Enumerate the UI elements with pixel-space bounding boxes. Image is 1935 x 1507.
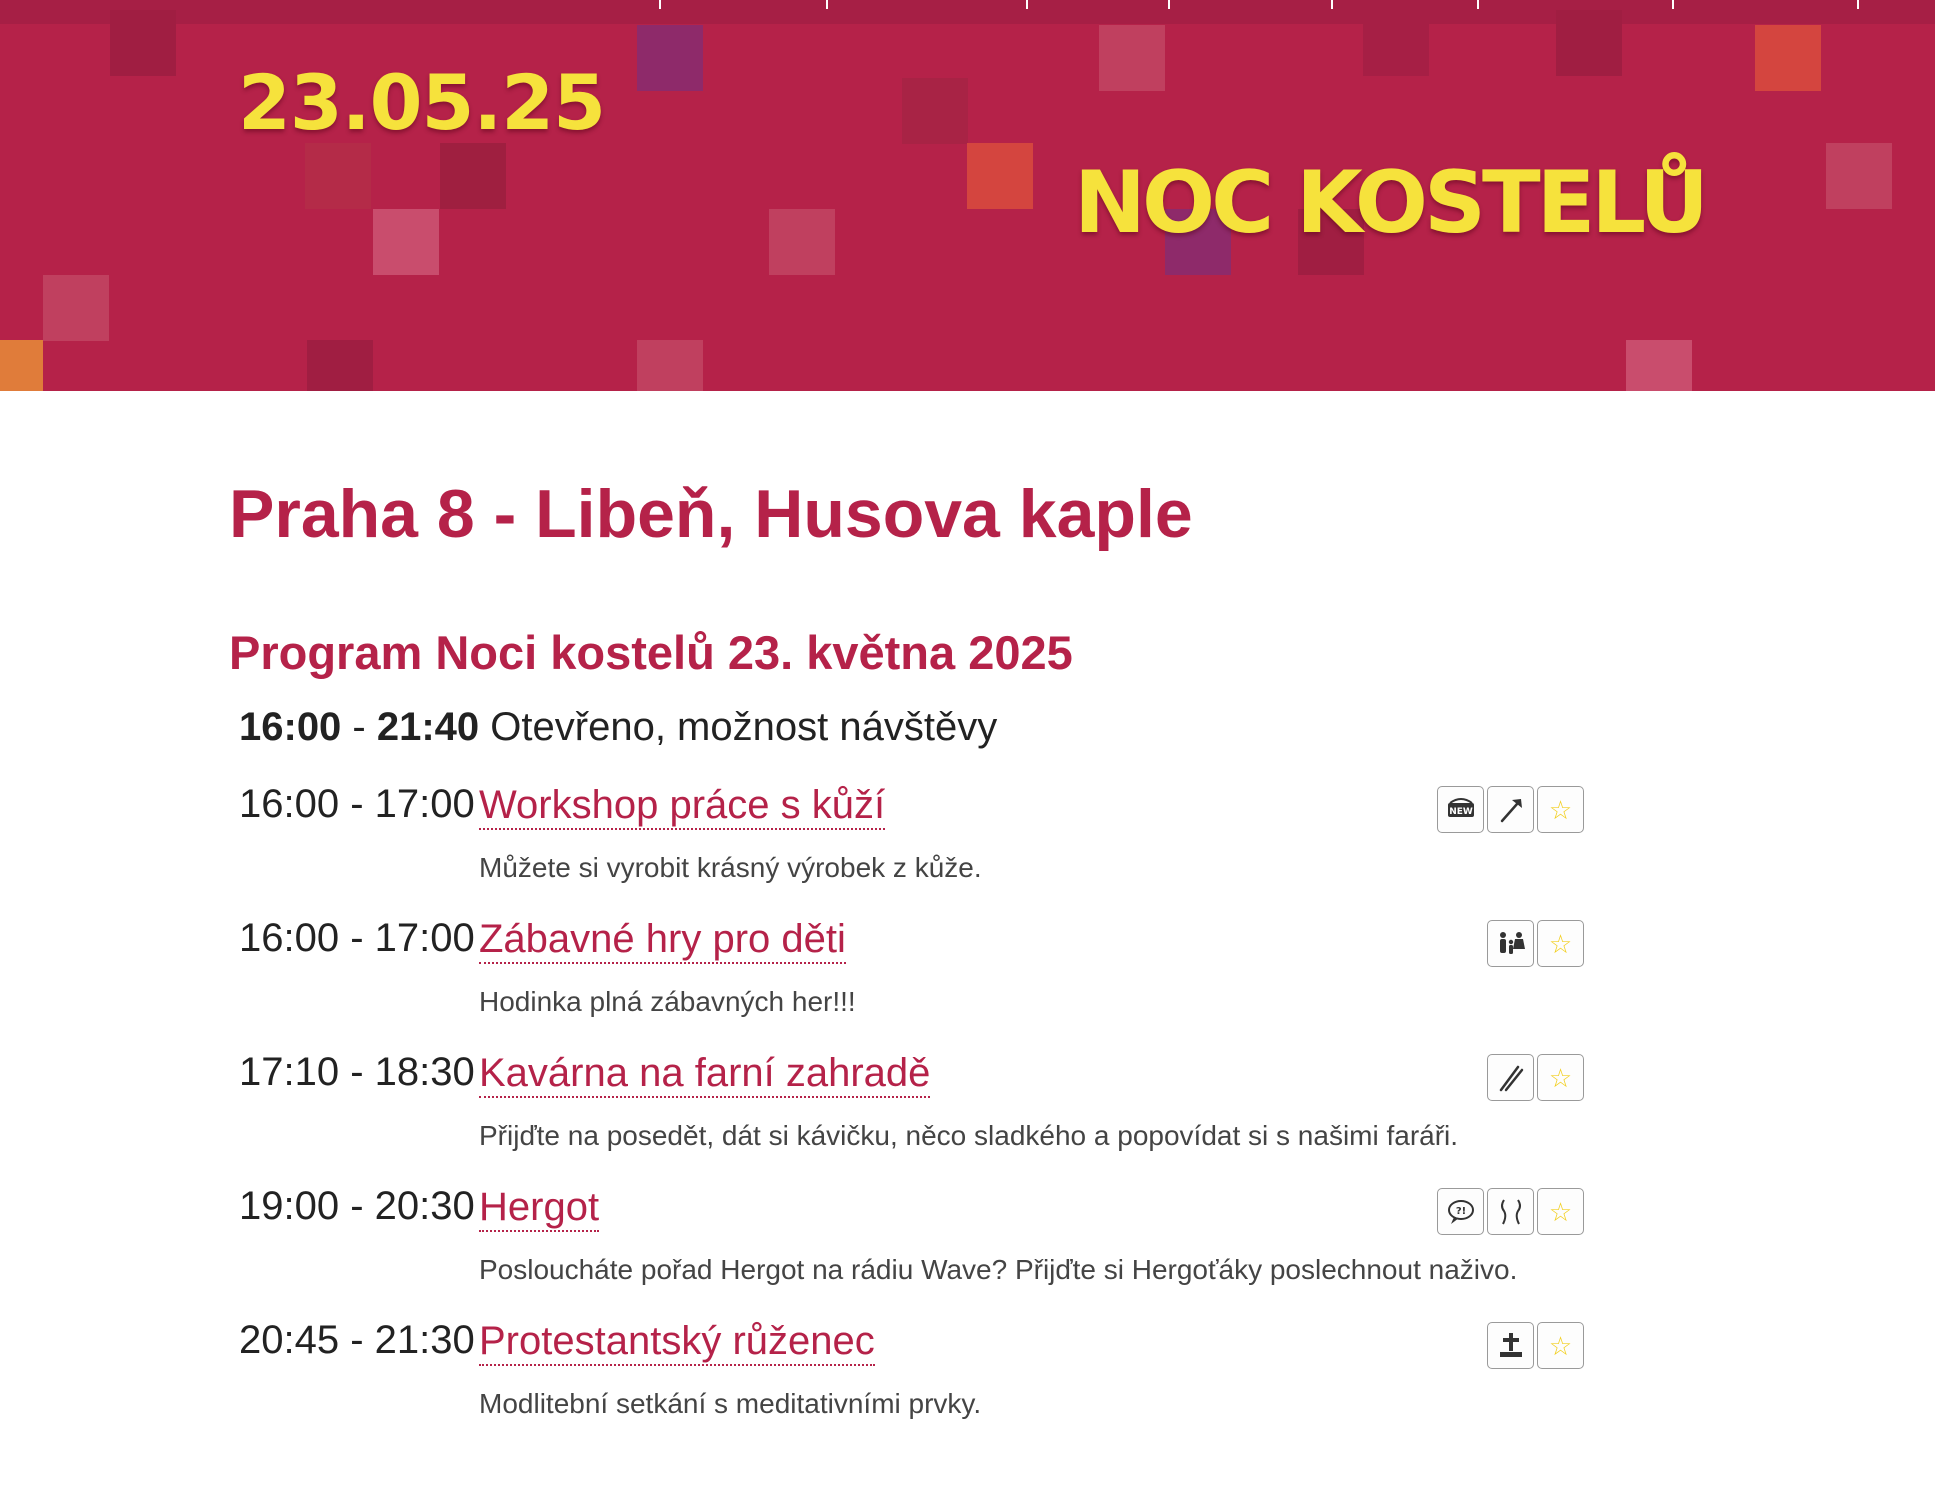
- star-icon[interactable]: ☆: [1537, 786, 1584, 833]
- banner-decoration-square: [373, 209, 439, 275]
- event-time: 19:00 - 20:30: [239, 1184, 475, 1228]
- event-item: [239, 782, 1584, 902]
- banner-decoration-square: [1826, 143, 1892, 209]
- event-icons: [1487, 1322, 1584, 1369]
- star-icon[interactable]: ☆: [1537, 1054, 1584, 1101]
- main-content: [0, 391, 1935, 1507]
- event-title-link[interactable]: Protestantský růženec: [479, 1318, 875, 1366]
- dialogue-icon: [1487, 1188, 1534, 1235]
- event-item: [239, 1050, 1584, 1170]
- event-description: Posloucháte pořad Hergot na rádiu Wave? Přijďte si Hergoťáky poslechnout naživo.: [479, 1254, 1518, 1285]
- banner-decoration-square: [902, 78, 968, 144]
- banner-decoration-square: [1363, 10, 1429, 76]
- nav-divider: [1168, 0, 1170, 9]
- banner-decoration-square: [110, 10, 176, 76]
- event-icons: [1487, 920, 1584, 967]
- nav-divider: [1672, 0, 1674, 9]
- event-item: [239, 1184, 1584, 1304]
- banner-decoration-square: [307, 340, 373, 391]
- event-icons: [1487, 1054, 1584, 1101]
- event-description: Můžete si vyrobit krásný výrobek z kůže.: [479, 852, 982, 883]
- opening-end: 21:40: [376, 705, 480, 749]
- event-brand-logo: NOC KOSTELŮ: [1074, 153, 1705, 253]
- cutlery-icon: [1487, 1054, 1534, 1101]
- speech-bubble-icon: [1437, 1188, 1484, 1235]
- event-description: Modlitební setkání s meditativními prvky.: [479, 1388, 982, 1419]
- event-title-link[interactable]: Workshop práce s kůží: [479, 782, 885, 830]
- nav-divider: [1857, 0, 1859, 9]
- event-item: [239, 1318, 1584, 1438]
- nav-divider: [1331, 0, 1333, 9]
- event-title-link[interactable]: Hergot: [479, 1184, 599, 1232]
- banner: [0, 0, 1935, 391]
- event-title-link[interactable]: Zábavné hry pro děti: [479, 916, 846, 964]
- banner-decoration-square: [0, 340, 43, 391]
- event-time: 16:00 - 17:00: [239, 916, 475, 960]
- banner-decoration-square: [1626, 340, 1692, 391]
- banner-decoration-square: [637, 25, 703, 91]
- event-item: [239, 916, 1584, 1036]
- banner-decoration-square: [769, 209, 835, 275]
- svg-text:?!: ?!: [1455, 1205, 1466, 1217]
- star-icon[interactable]: ☆: [1537, 920, 1584, 967]
- event-time: 16:00 - 17:00: [239, 782, 475, 826]
- page-title: Praha 8 - Libeň, Husova kaple: [229, 476, 1193, 552]
- family-icon: [1487, 920, 1534, 967]
- top-navigation-strip: [0, 0, 1935, 24]
- star-icon[interactable]: ☆: [1537, 1188, 1584, 1235]
- nav-divider: [1026, 0, 1028, 9]
- program-heading: Program Noci kostelů 23. května 2025: [229, 626, 1073, 679]
- event-time: 17:10 - 18:30: [239, 1050, 475, 1094]
- opening-label: Otevřeno, možnost návštěvy: [490, 705, 998, 749]
- opening-start: 16:00: [239, 705, 342, 749]
- event-date: 23.05.25: [238, 58, 606, 147]
- star-icon[interactable]: ☆: [1537, 1322, 1584, 1369]
- banner-decoration-square: [1099, 25, 1165, 91]
- hammer-icon: [1487, 786, 1534, 833]
- event-title-link[interactable]: Kavárna na farní zahradě: [479, 1050, 930, 1098]
- nav-divider: [1477, 0, 1479, 9]
- opening-hours: 16:00 - 21:40 Otevřeno, možnost návštěvy: [239, 705, 998, 749]
- banner-decoration-square: [1755, 25, 1821, 91]
- prayer-cross-icon: [1487, 1322, 1534, 1369]
- event-list: [0, 391, 1935, 1507]
- nav-divider: [826, 0, 828, 9]
- event-time: 20:45 - 21:30: [239, 1318, 475, 1362]
- banner-decoration-square: [967, 143, 1033, 209]
- event-icons: [1437, 786, 1584, 833]
- event-icons: [1437, 1188, 1584, 1235]
- event-description: Hodinka plná zábavných her!!!: [479, 986, 856, 1017]
- banner-decoration-square: [440, 143, 506, 209]
- svg-text:NEW: NEW: [1448, 806, 1473, 817]
- new-icon: [1437, 786, 1484, 833]
- banner-decoration-square: [305, 143, 371, 209]
- banner-decoration-square: [1556, 10, 1622, 76]
- banner-decoration-square: [43, 275, 109, 341]
- event-description: Přijďte na posedět, dát si kávičku, něco sladkého a popovídat si s našimi faráři.: [479, 1120, 1459, 1151]
- nav-divider: [659, 0, 661, 9]
- banner-decoration-square: [637, 340, 703, 391]
